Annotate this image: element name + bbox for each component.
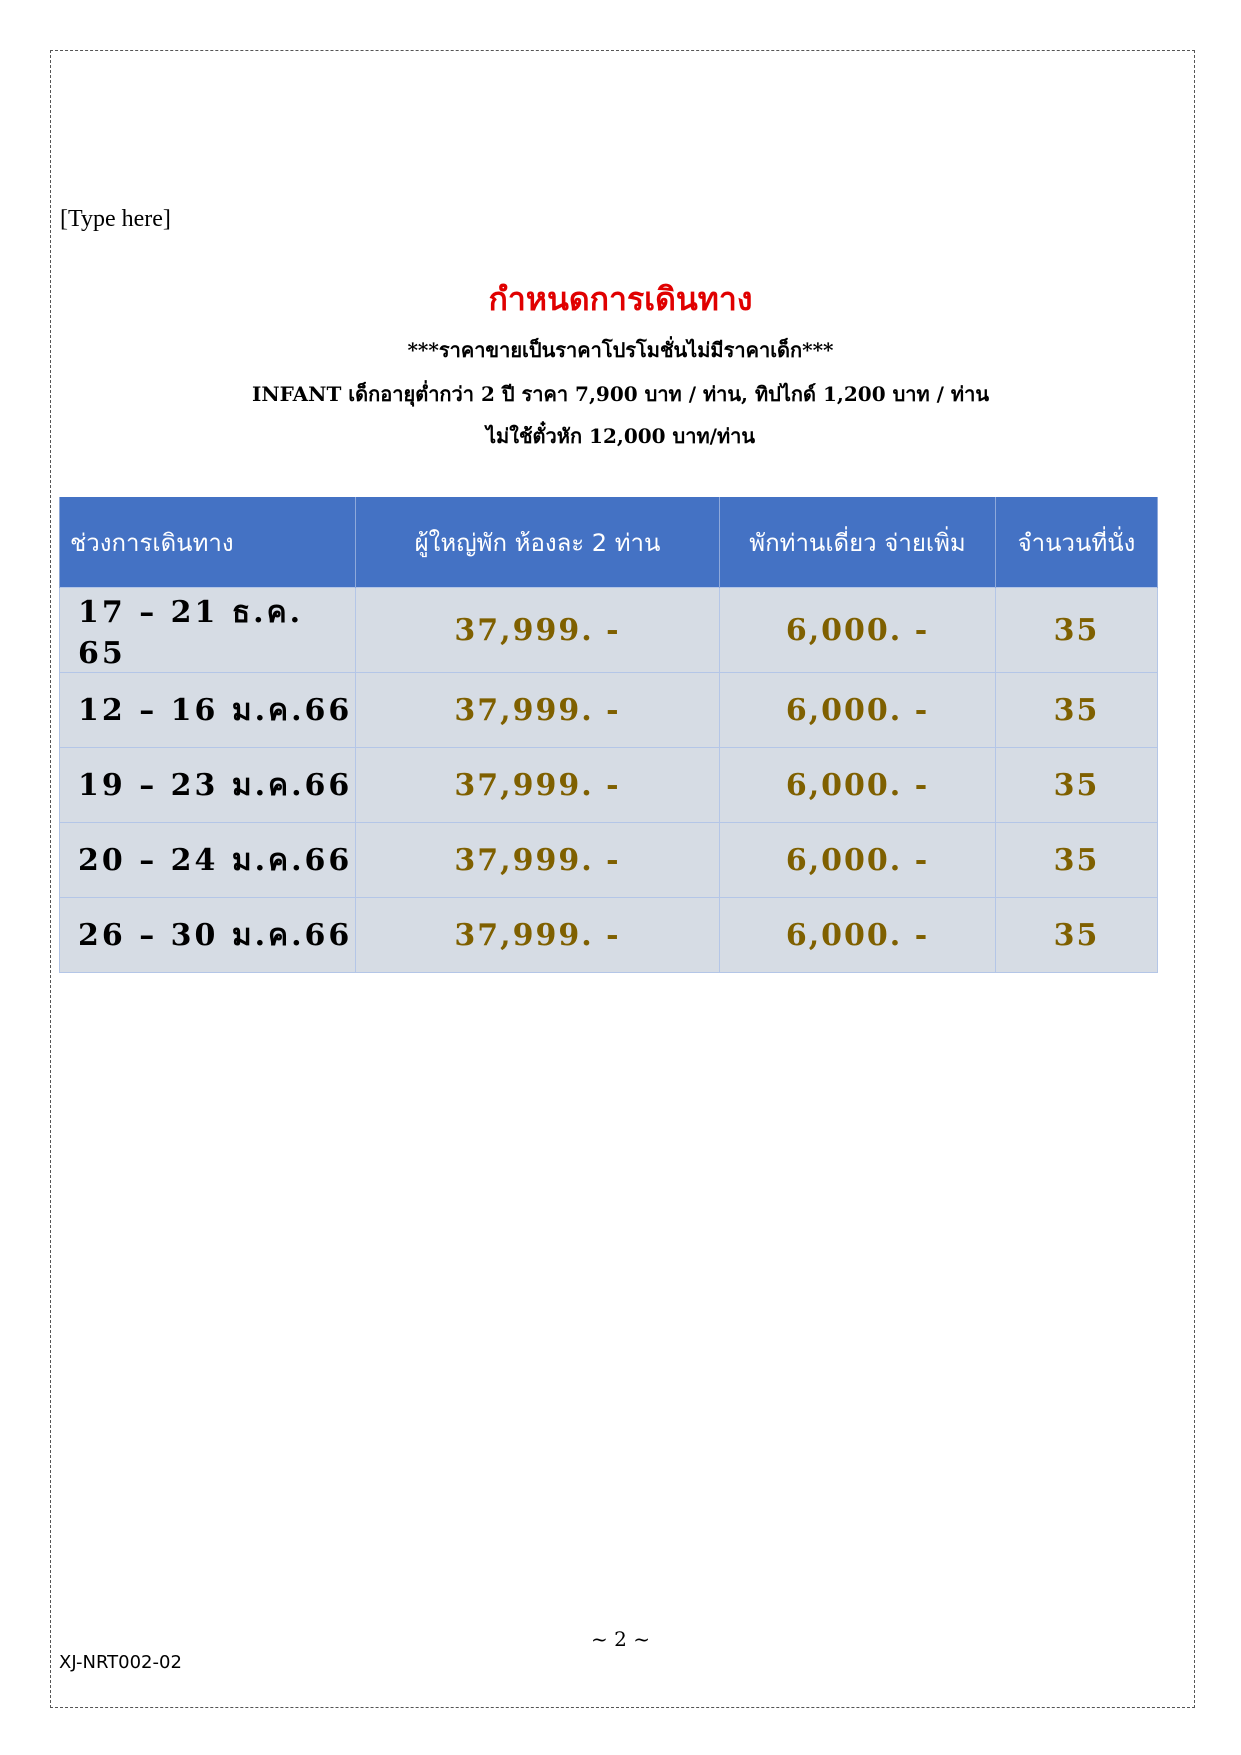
infant-note: INFANT เด็กอายุต่ำกว่า 2 ปี ราคา 7,900 บาท / ท่าน, ทิปไกด์ 1,200 บาท / ท่าน [252,382,989,406]
period-cell: 26 – 30 ม.ค.66 [60,898,356,973]
period-cell: 20 – 24 ม.ค.66 [60,823,356,898]
seats-cell: 35 [996,673,1158,748]
adult-price-cell: 37,999. - [356,588,720,673]
table-row [60,588,1158,673]
adult-price-cell: 37,999. - [356,673,720,748]
seats-cell: 35 [996,898,1158,973]
single-supplement-cell: 6,000. - [720,673,996,748]
period-cell: 12 – 16 ม.ค.66 [60,673,356,748]
seats-cell: 35 [996,823,1158,898]
seats-cell: 35 [996,748,1158,823]
table-row [60,898,1158,973]
header-seats: จำนวนที่นั่ง [996,497,1158,588]
header-period: ช่วงการเดินทาง [60,497,356,588]
schedule-table [59,497,1158,973]
single-supplement-cell: 6,000. - [720,898,996,973]
table-row [60,748,1158,823]
header-single-supplement: พักท่านเดี่ยว จ่ายเพิ่ม [720,497,996,588]
single-supplement-cell: 6,000. - [720,748,996,823]
header-placeholder: [Type here] [60,206,171,232]
seats-cell: 35 [996,588,1158,673]
period-cell: 19 – 23 ม.ค.66 [60,748,356,823]
page-number: ~ 2 ~ [591,1627,650,1651]
table-row [60,823,1158,898]
single-supplement-cell: 6,000. - [720,588,996,673]
adult-price-cell: 37,999. - [356,823,720,898]
single-supplement-cell: 6,000. - [720,823,996,898]
header-adult-price: ผู้ใหญ่พัก ห้องละ 2 ท่าน [356,497,720,588]
period-cell: 17 – 21 ธ.ค. 65 [60,588,356,673]
table-row [60,673,1158,748]
adult-price-cell: 37,999. - [356,748,720,823]
page-title: กำหนดการเดินทาง [488,280,753,318]
adult-price-cell: 37,999. - [356,898,720,973]
table-header-row [60,497,1158,588]
ticket-note: ไม่ใช้ตั๋วหัก 12,000 บาท/ท่าน [485,424,756,448]
promo-note: ***ราคาขายเป็นราคาโปรโมชั่นไม่มีราคาเด็ก*** [407,338,834,362]
document-code: XJ-NRT002-02 [59,1652,182,1673]
